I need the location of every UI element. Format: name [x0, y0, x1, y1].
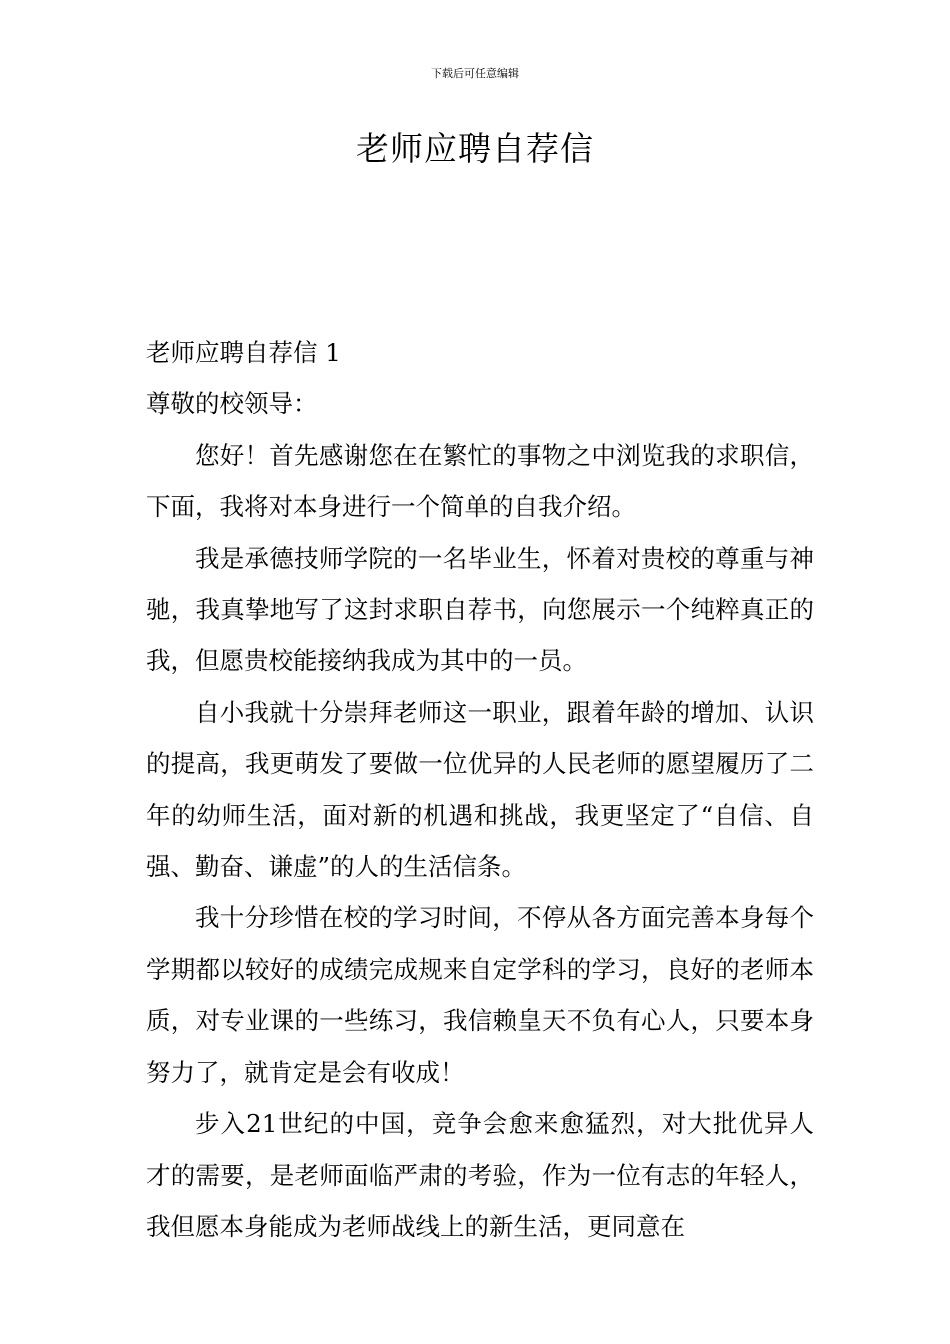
paragraph-study: 我十分珍惜在校的学习时间，不停从各方面完善本身每个学期都以较好的成绩完成规来自定学科的学习，良好的老师本质，对专业课的一些练习，我信赖皇天不负有心人，只要本身努力了，就肯定是会有收成！	[146, 903, 814, 1087]
paragraph-greeting: 您好！首先感谢您在在繁忙的事物之中浏览我的求职信，下面，我将对本身进行一个简单的自我介绍。	[146, 440, 814, 522]
letter-salutation: 尊敬的校领导：	[146, 389, 318, 419]
paragraph-aspiration: 自小我就十分崇拜老师这一职业，跟着年龄的增加、认识的提高，我更萌发了要做一位优异的人民老师的愿望履历了二年的幼师生活，面对新的机遇和挑战，我更坚定了“自信、自强、勤奋、谦虚”的人的生活信条。	[146, 697, 814, 882]
paragraph-introduction: 我是承德技师学院的一名毕业生，怀着对贵校的尊重与神驰，我真挚地写了这封求职自荐书，向您展示一个纯粹真正的我，但愿贵校能接纳我成为其中的一员。	[146, 543, 814, 676]
paragraph-commitment: 步入21世纪的中国，竞争会愈来愈猛烈，对大批优异人才的需要，是老师面临严肃的考验，作为一位有志的年轻人，我但愿本身能成为老师战线上的新生活，更同意在	[146, 1109, 814, 1241]
letter-body	[146, 327, 814, 1252]
document-title: 老师应聘自荐信	[356, 129, 594, 168]
header-note: 下载后可任意编辑	[431, 67, 519, 80]
letter-subheading: 老师应聘自荐信 1	[146, 338, 341, 367]
